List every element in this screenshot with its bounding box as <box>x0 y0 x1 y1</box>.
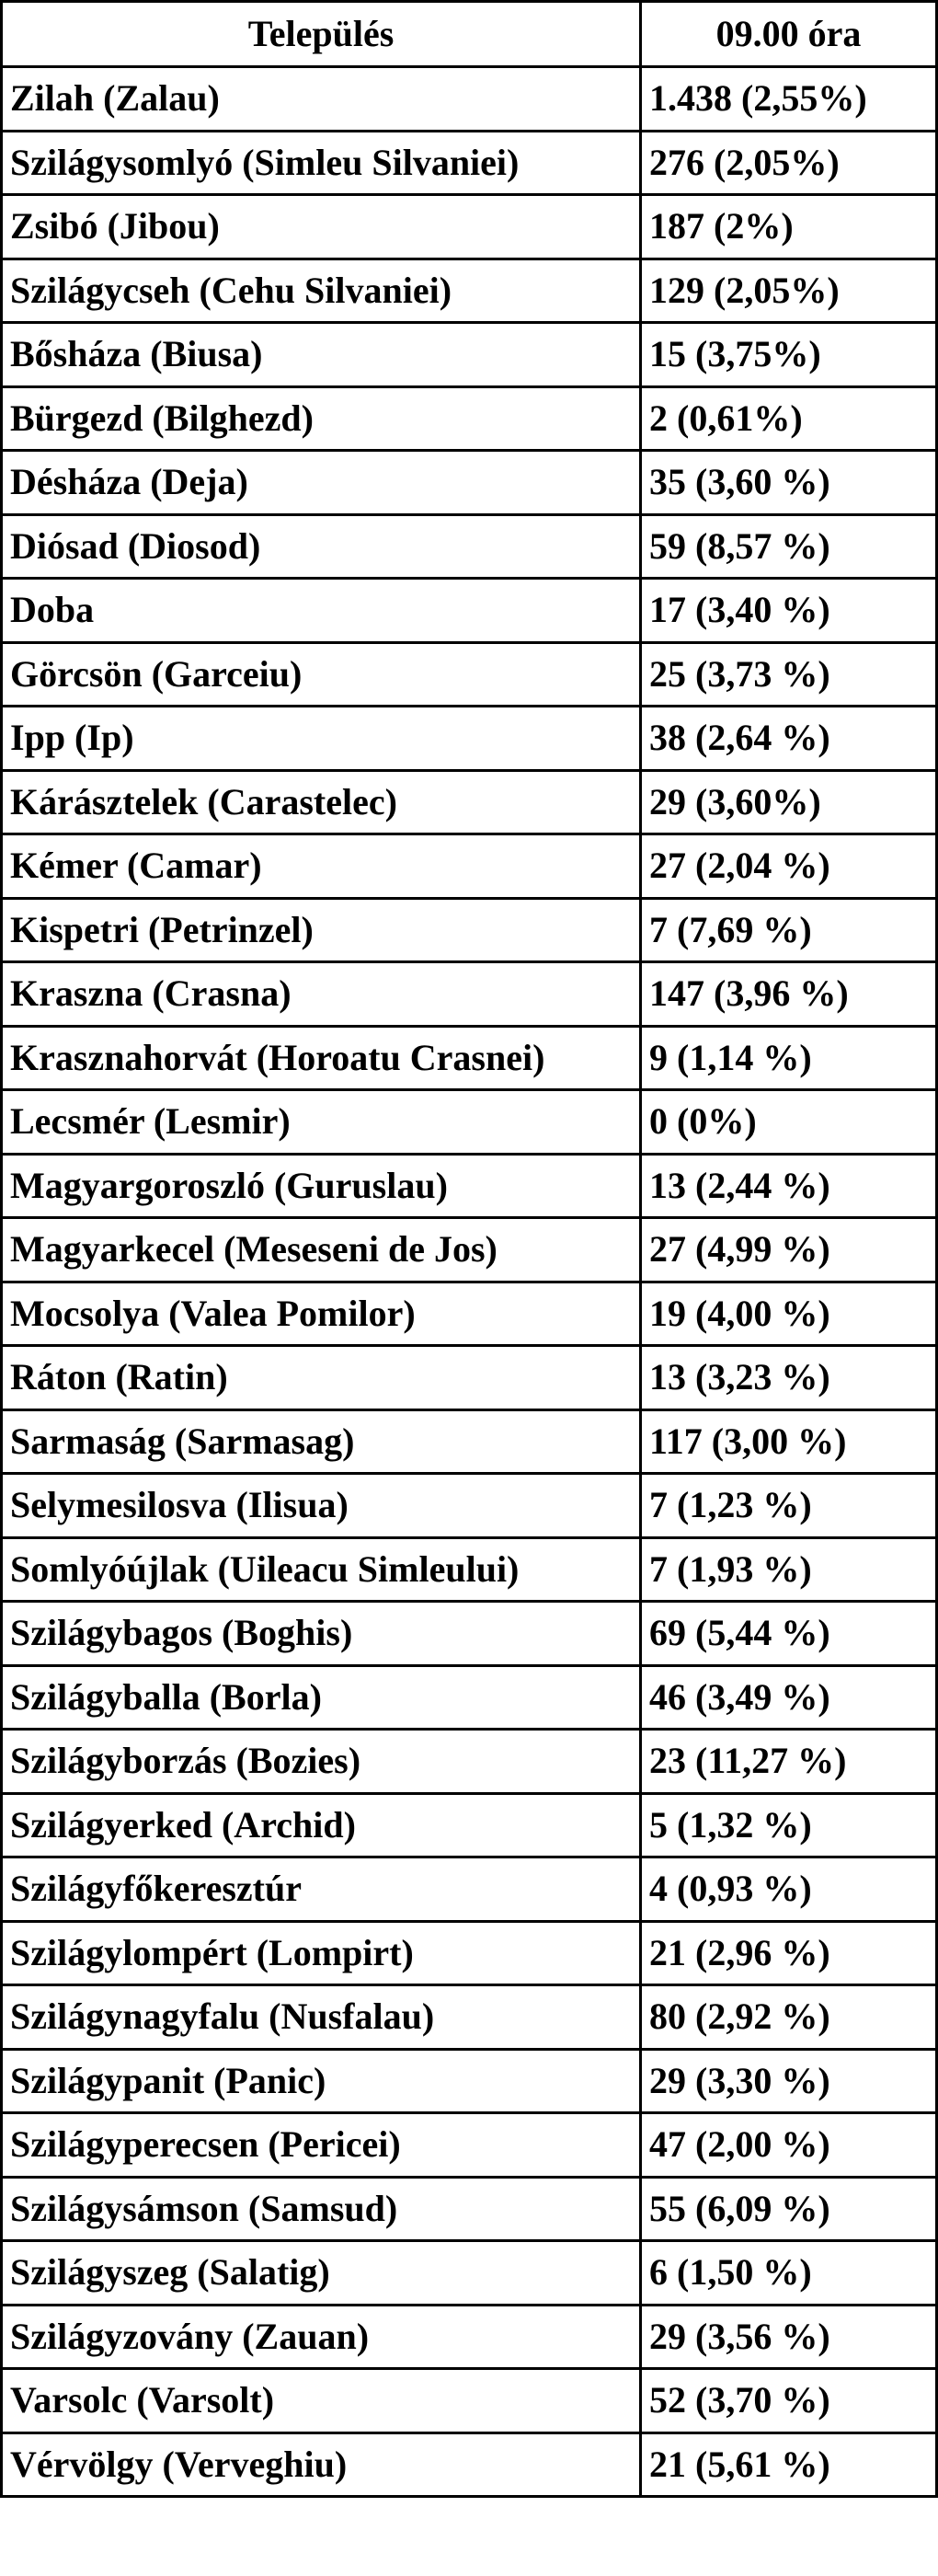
table-row <box>2 2113 938 2178</box>
table-row <box>2 642 938 707</box>
settlement-name-cell: Doba <box>2 579 641 643</box>
settlement-name-cell: Krasznahorvát (Horoatu Crasnei) <box>2 1026 641 1090</box>
table-row <box>2 707 938 771</box>
table-row <box>2 1602 938 1666</box>
settlement-name-cell: Selymesilosva (Ilisua) <box>2 1474 641 1538</box>
settlement-name-cell: Magyargoroszló (Guruslau) <box>2 1154 641 1218</box>
settlement-name-cell: Kispetri (Petrinzel) <box>2 898 641 962</box>
settlement-name-cell: Szilágycseh (Cehu Silvaniei) <box>2 259 641 323</box>
turnout-value-cell: 9 (1,14 %) <box>641 1026 937 1090</box>
table-row <box>2 1857 938 1922</box>
table-row <box>2 1537 938 1602</box>
settlement-name-cell: Varsolc (Varsolt) <box>2 2369 641 2433</box>
turnout-value-cell: 21 (2,96 %) <box>641 1921 937 1985</box>
table-row <box>2 1346 938 1410</box>
table-body <box>2 67 938 2497</box>
settlement-name-cell: Sarmaság (Sarmasag) <box>2 1409 641 1474</box>
table-row <box>2 1090 938 1155</box>
turnout-value-cell: 147 (3,96 %) <box>641 962 937 1027</box>
settlement-name-cell: Lecsmér (Lesmir) <box>2 1090 641 1155</box>
settlement-name-cell: Szilágyszeg (Salatig) <box>2 2241 641 2306</box>
turnout-value-cell: 27 (4,99 %) <box>641 1218 937 1282</box>
settlement-name-cell: Zilah (Zalau) <box>2 67 641 132</box>
table-row <box>2 1985 938 2050</box>
settlement-name-cell: Bürgezd (Bilghezd) <box>2 386 641 451</box>
settlement-name-cell: Szilágylompért (Lompirt) <box>2 1921 641 1985</box>
settlement-name-cell: Vérvölgy (Verveghiu) <box>2 2432 641 2497</box>
table-row <box>2 514 938 579</box>
settlement-name-cell: Szilágybagos (Boghis) <box>2 1602 641 1666</box>
turnout-value-cell: 1.438 (2,55%) <box>641 67 937 132</box>
table-row <box>2 1154 938 1218</box>
settlement-name-cell: Kraszna (Crasna) <box>2 962 641 1027</box>
settlement-name-cell: Szilágyperecsen (Pericei) <box>2 2113 641 2178</box>
turnout-value-cell: 17 (3,40 %) <box>641 579 937 643</box>
table-row <box>2 898 938 962</box>
table-row <box>2 1474 938 1538</box>
turnout-value-cell: 7 (1,93 %) <box>641 1537 937 1602</box>
turnout-value-cell: 15 (3,75%) <box>641 323 937 387</box>
turnout-value-cell: 21 (5,61 %) <box>641 2432 937 2497</box>
turnout-value-cell: 38 (2,64 %) <box>641 707 937 771</box>
settlement-name-cell: Somlyóújlak (Uileacu Simleului) <box>2 1537 641 1602</box>
turnout-value-cell: 7 (7,69 %) <box>641 898 937 962</box>
turnout-value-cell: 29 (3,60%) <box>641 770 937 834</box>
table-row <box>2 1793 938 1857</box>
turnout-value-cell: 27 (2,04 %) <box>641 834 937 899</box>
turnout-value-cell: 117 (3,00 %) <box>641 1409 937 1474</box>
turnout-value-cell: 69 (5,44 %) <box>641 1602 937 1666</box>
settlement-name-cell: Szilágyerked (Archid) <box>2 1793 641 1857</box>
settlement-name-cell: Kárásztelek (Carastelec) <box>2 770 641 834</box>
table-row <box>2 386 938 451</box>
table-row <box>2 259 938 323</box>
settlement-name-cell: Bősháza (Biusa) <box>2 323 641 387</box>
header-row <box>2 2 938 67</box>
turnout-value-cell: 25 (3,73 %) <box>641 642 937 707</box>
turnout-value-cell: 46 (3,49 %) <box>641 1665 937 1730</box>
table-row <box>2 2177 938 2241</box>
settlement-name-cell: Zsibó (Jibou) <box>2 195 641 259</box>
settlement-name-cell: Szilágypanit (Panic) <box>2 2049 641 2113</box>
turnout-value-cell: 276 (2,05%) <box>641 131 937 195</box>
turnout-value-cell: 80 (2,92 %) <box>641 1985 937 2050</box>
turnout-value-cell: 6 (1,50 %) <box>641 2241 937 2306</box>
settlement-name-cell: Szilágyborzás (Bozies) <box>2 1730 641 1794</box>
table-row <box>2 67 938 132</box>
settlement-name-cell: Görcsön (Garceiu) <box>2 642 641 707</box>
turnout-value-cell: 47 (2,00 %) <box>641 2113 937 2178</box>
table-row <box>2 1730 938 1794</box>
turnout-value-cell: 187 (2%) <box>641 195 937 259</box>
turnout-value-cell: 23 (11,27 %) <box>641 1730 937 1794</box>
table-row <box>2 1218 938 1282</box>
table-row <box>2 1026 938 1090</box>
turnout-value-cell: 4 (0,93 %) <box>641 1857 937 1922</box>
table-row <box>2 579 938 643</box>
table-row <box>2 195 938 259</box>
turnout-value-cell: 2 (0,61%) <box>641 386 937 451</box>
turnout-value-cell: 52 (3,70 %) <box>641 2369 937 2433</box>
turnout-value-cell: 129 (2,05%) <box>641 259 937 323</box>
settlement-name-cell: Szilágynagyfalu (Nusfalau) <box>2 1985 641 2050</box>
table-row <box>2 131 938 195</box>
table-row <box>2 2049 938 2113</box>
turnout-value-cell: 35 (3,60 %) <box>641 451 937 515</box>
turnout-value-cell: 5 (1,32 %) <box>641 1793 937 1857</box>
settlement-name-cell: Szilágyfőkeresztúr <box>2 1857 641 1922</box>
settlement-name-cell: Mocsolya (Valea Pomilor) <box>2 1282 641 1346</box>
turnout-value-cell: 19 (4,00 %) <box>641 1282 937 1346</box>
table-row <box>2 2305 938 2369</box>
turnout-value-cell: 55 (6,09 %) <box>641 2177 937 2241</box>
settlement-name-cell: Ipp (Ip) <box>2 707 641 771</box>
settlement-name-cell: Désháza (Deja) <box>2 451 641 515</box>
table-row <box>2 770 938 834</box>
time-column-header: 09.00 óra <box>641 2 937 67</box>
turnout-value-cell: 13 (3,23 %) <box>641 1346 937 1410</box>
table-row <box>2 323 938 387</box>
table-row <box>2 1409 938 1474</box>
settlement-name-cell: Szilágysomlyó (Simleu Silvaniei) <box>2 131 641 195</box>
table-row <box>2 451 938 515</box>
table-row <box>2 2241 938 2306</box>
table-row <box>2 2432 938 2497</box>
turnout-value-cell: 0 (0%) <box>641 1090 937 1155</box>
settlement-column-header: Település <box>2 2 641 67</box>
settlement-name-cell: Diósad (Diosod) <box>2 514 641 579</box>
turnout-value-cell: 13 (2,44 %) <box>641 1154 937 1218</box>
table-row <box>2 962 938 1027</box>
settlement-name-cell: Kémer (Camar) <box>2 834 641 899</box>
table-row <box>2 2369 938 2433</box>
settlement-name-cell: Magyarkecel (Meseseni de Jos) <box>2 1218 641 1282</box>
table-row <box>2 1282 938 1346</box>
table-row <box>2 1921 938 1985</box>
turnout-value-cell: 7 (1,23 %) <box>641 1474 937 1538</box>
turnout-value-cell: 29 (3,56 %) <box>641 2305 937 2369</box>
turnout-value-cell: 29 (3,30 %) <box>641 2049 937 2113</box>
table-row <box>2 1665 938 1730</box>
table-row <box>2 834 938 899</box>
turnout-value-cell: 59 (8,57 %) <box>641 514 937 579</box>
settlement-name-cell: Szilágyzovány (Zauan) <box>2 2305 641 2369</box>
settlement-name-cell: Szilágysámson (Samsud) <box>2 2177 641 2241</box>
settlement-name-cell: Ráton (Ratin) <box>2 1346 641 1410</box>
settlement-name-cell: Szilágyballa (Borla) <box>2 1665 641 1730</box>
